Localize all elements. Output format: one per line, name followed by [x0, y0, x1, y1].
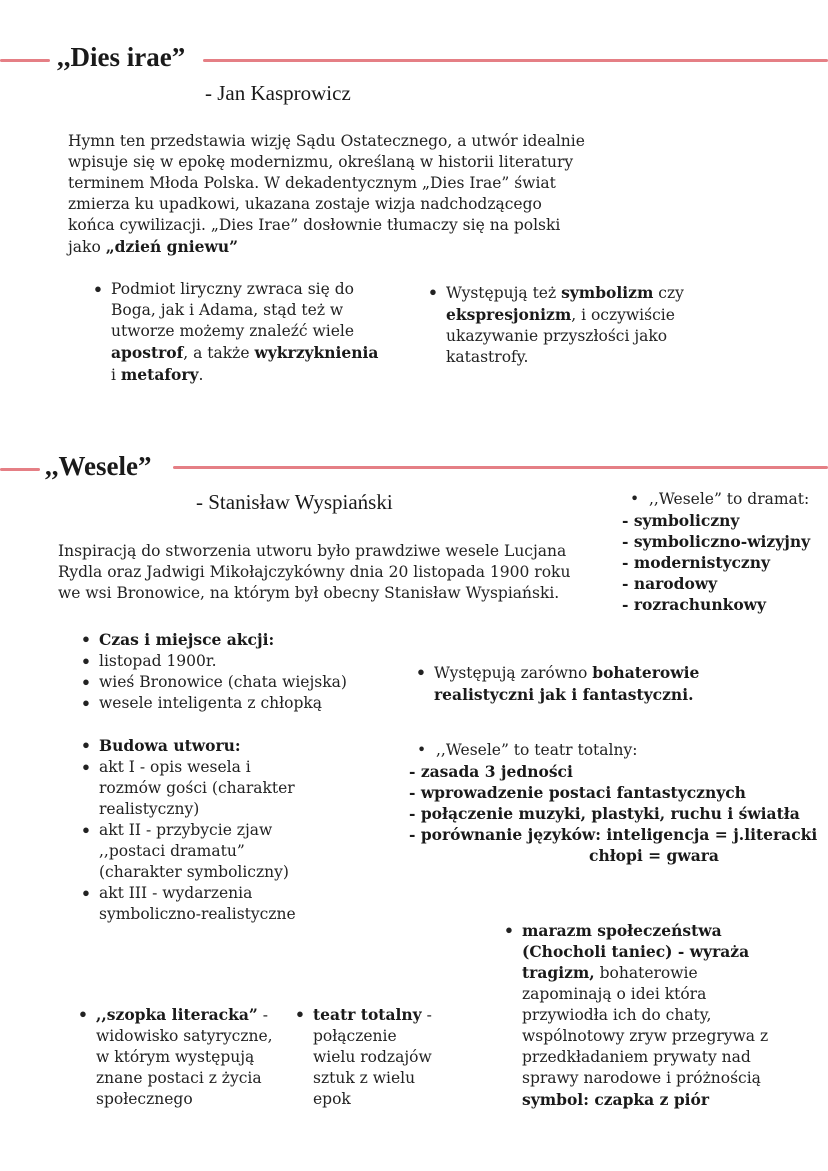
dramat-list: • ,,Wesele” to dramat: - symboliczny - symboliczno-wizyjny - modernistyczny - narodowy - rozrachunkowy [622, 490, 811, 614]
bohaterowie-bullet [414, 662, 814, 705]
section-title-wesele: ,,Wesele” [45, 451, 152, 481]
list-item: • akt III - wydarzenia symboliczno-realistyczne [79, 883, 379, 925]
list-item: • ,,szopka literacka” - widowisko satyryczne, w którym występują znane postaci z życia społecznego [76, 1004, 296, 1110]
marazm-bullet [502, 920, 822, 1110]
list-item: • Podmiot liryczny zwraca się do Boga, jak i Adama, stąd też w utworze możemy znaleźć wiele apostrof, a także wykrzyknienia i metafory. [91, 279, 391, 386]
title-rule-right [173, 466, 828, 469]
title-rule-left [0, 468, 40, 471]
title-rule-left [0, 59, 50, 62]
czas-list [79, 629, 399, 714]
list-item: • Czas i miejsce akcji: [79, 629, 399, 651]
budowa-list [79, 735, 379, 925]
szopka-bullet [76, 1004, 296, 1110]
teatr-totalny-list: • ,,Wesele” to teatr totalny: - zasada 3 jedności - wprowadzenie postaci fantastycznych - połączenie muzyki, plastyki, ruchu i światła - porównanie języków: inteligencja = j.literacki chłopi = gwara [409, 741, 818, 865]
list-item: • Występują też symbolizm czy ekspresjonizm, i oczywiście ukazywanie przyszłości jako katastrofy. [426, 282, 726, 368]
author-kasprowicz: - Jan Kasprowicz [205, 81, 351, 105]
list-item: • teatr totalny - połączenie wielu rodzajów sztuk z wielu epok [293, 1004, 493, 1110]
dies-irae-left-bullet [91, 279, 391, 386]
title-rule-right [203, 59, 828, 62]
list-item: • Występują zarówno bohaterowie realistyczni jak i fantastyczni. [414, 662, 814, 705]
list-item: • akt II - przybycie zjaw ,,postaci dramatu” (charakter symboliczny) [79, 820, 379, 883]
author-wyspianski: - Stanisław Wyspiański [196, 490, 393, 514]
wesele-intro-paragraph: Inspiracją do stworzenia utworu było prawdziwe wesele Lucjana Rydla oraz Jadwigi Mikołajczykówny dnia 20 listopada 1900 roku we wsi Bronowice, na którym był obecny Stanisław Wyspiański. [58, 542, 571, 602]
list-item: • wieś Bronowice (chata wiejska) [79, 672, 399, 693]
dies-irae-right-bullet [426, 282, 726, 368]
section-title-dies-irae: ,,Dies irae” [57, 42, 186, 72]
list-item: • marazm społeczeństwa (Chocholi taniec) - wyraża tragizm, bohaterowie zapominają o idei która przywiodła ich do chaty, wspólnotowy zryw przegrywa z przedkładaniem prywaty nad sprawy narodowe i próżnością symbol: czapka z piór [502, 920, 822, 1110]
teatr-totalny-bullet [293, 1004, 493, 1110]
list-item: • Budowa utworu: [79, 735, 379, 757]
list-item: • wesele inteligenta z chłopką [79, 693, 399, 714]
list-item: • akt I - opis wesela i rozmów gości (charakter realistyczny) [79, 757, 379, 820]
list-item: • listopad 1900r. [79, 651, 399, 672]
intro-paragraph: Hymn ten przedstawia wizję Sądu Ostatecznego, a utwór idealnie wpisuje się w epokę modernizmu, określaną w historii literatury terminem Młoda Polska. W dekadentycznym „Dies Irae” świat zmierza ku upadkowi, ukazana zostaje wizja nadchodzącego końca cywilizacji. „Dies Irae” dosłownie tłumaczy się na polski jako „dzień gniewu” [68, 132, 585, 256]
